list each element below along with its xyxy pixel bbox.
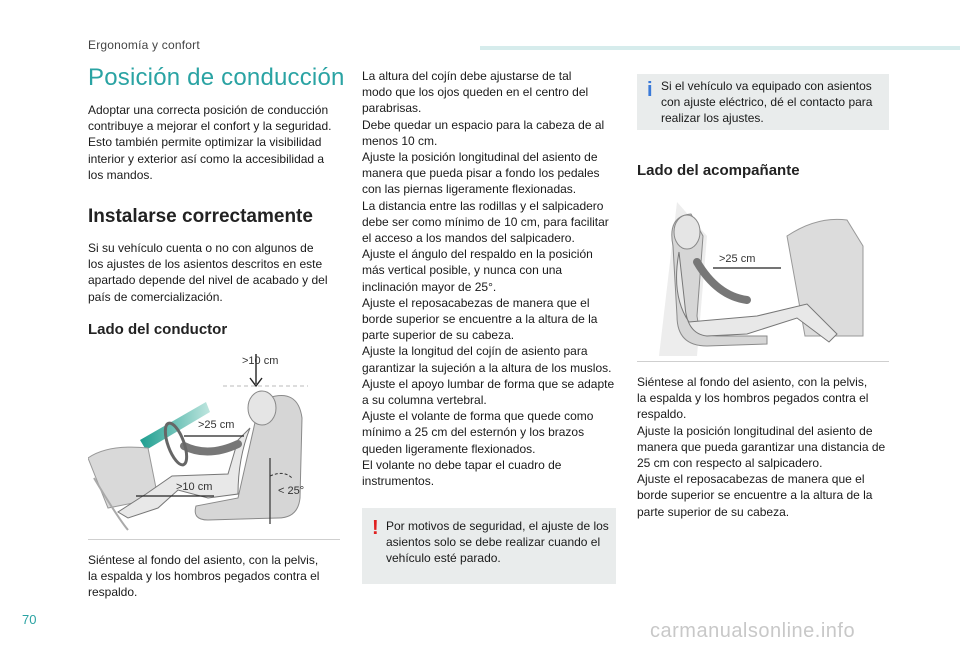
intro-paragraph: Adoptar una correcta posición de conducción contribuye a mejorar el confort y la seguridad. Esto también permite optimizar la visibilidad interior y exterior así como la accesibilidad a los mandos. [88,103,332,182]
heading-install: Instalarse correctamente [88,206,313,227]
driver-seat-illustration [88,348,340,540]
passenger-seat-illustration [637,196,889,362]
section-label: Ergonomía y confort [88,38,200,52]
label-chest-clearance: >25 cm [198,419,235,431]
passenger-paragraph: Siéntese al fondo del asiento, con la pelvis, la espalda y los hombros pegados contra el respaldo. Ajuste la posición longitudinal del asiento de manera que pueda garantizar una distancia de 25 cm con respecto al salpicadero. Ajuste el reposacabezas de manera que el borde superior se encuentre a la altura de la parte superior de su cabeza. [637,375,886,519]
warning-icon: ! [372,517,379,539]
heading-driver: Lado del conductor [88,321,228,338]
info-icon: i [647,79,653,101]
driver-figure [88,348,340,540]
page-title: Posición de conducción [88,64,345,91]
label-head-clearance: >10 cm [242,355,279,367]
passenger-figure [637,196,889,362]
info-text: Si el vehículo va equipado con asientos con ajuste eléctrico, dé el contacto para realizar los ajustes. [661,79,873,126]
watermark: carmanualsonline.info [650,620,856,642]
heading-passenger: Lado del acompañante [637,162,800,179]
driver-head-shape [248,391,276,425]
label-dash-clearance: >25 cm [719,253,756,265]
warning-text: Por motivos de seguridad, el ajuste de los asientos solo se debe realizar cuando el vehículo esté parado. [386,519,609,566]
driver-arm-shape [184,444,238,452]
passenger-head-shape [674,215,700,249]
label-recline-angle: < 25° [278,485,305,497]
info-note [637,74,889,130]
page-number: 70 [22,612,37,627]
header-bar [480,46,960,50]
seat-adjustment-paragraph: La altura del cojín debe ajustarse de tal modo que los ojos queden en el centro del parabrisas. Debe quedar un espacio para la cabeza de al menos 10 cm. Ajuste la posición longitudinal del asiento de manera que pueda pisar a fondo los pedales con las piernas ligeramente flexionadas. La distancia entre las rodillas y el salpicadero debe ser como mínimo de 10 cm, para facilitar el acceso a los mandos del salpicadero. Ajuste el ángulo del respaldo en la posición más vertical posible, y nunca con una inclinación mayor de 25°. Ajuste el reposacabezas de manera que el borde superior se encuentre a la altura de la parte superior de su cabeza. Ajuste la longitud del cojín de asiento para garantizar la sujeción a la altura de los muslos. Ajuste el apoyo lumbar de forma que se adapte a su columna vertebral. Ajuste el volante de forma que quede como mínimo a 25 cm del esternón y los brazos queden ligeramente flexionados. El volante no debe tapar el cuadro de instrumentos. [362,69,615,489]
driver-paragraph: Siéntese al fondo del asiento, con la pelvis, la espalda y los hombros pegados contra el respaldo. [88,553,320,600]
label-knee-clearance: >10 cm [176,481,213,493]
warning-note [362,508,616,584]
install-paragraph: Si su vehículo cuenta o no con algunos de los ajustes de los asientos descritos en este apartado depende del nivel de acabado y del país de comercialización. [88,241,328,304]
